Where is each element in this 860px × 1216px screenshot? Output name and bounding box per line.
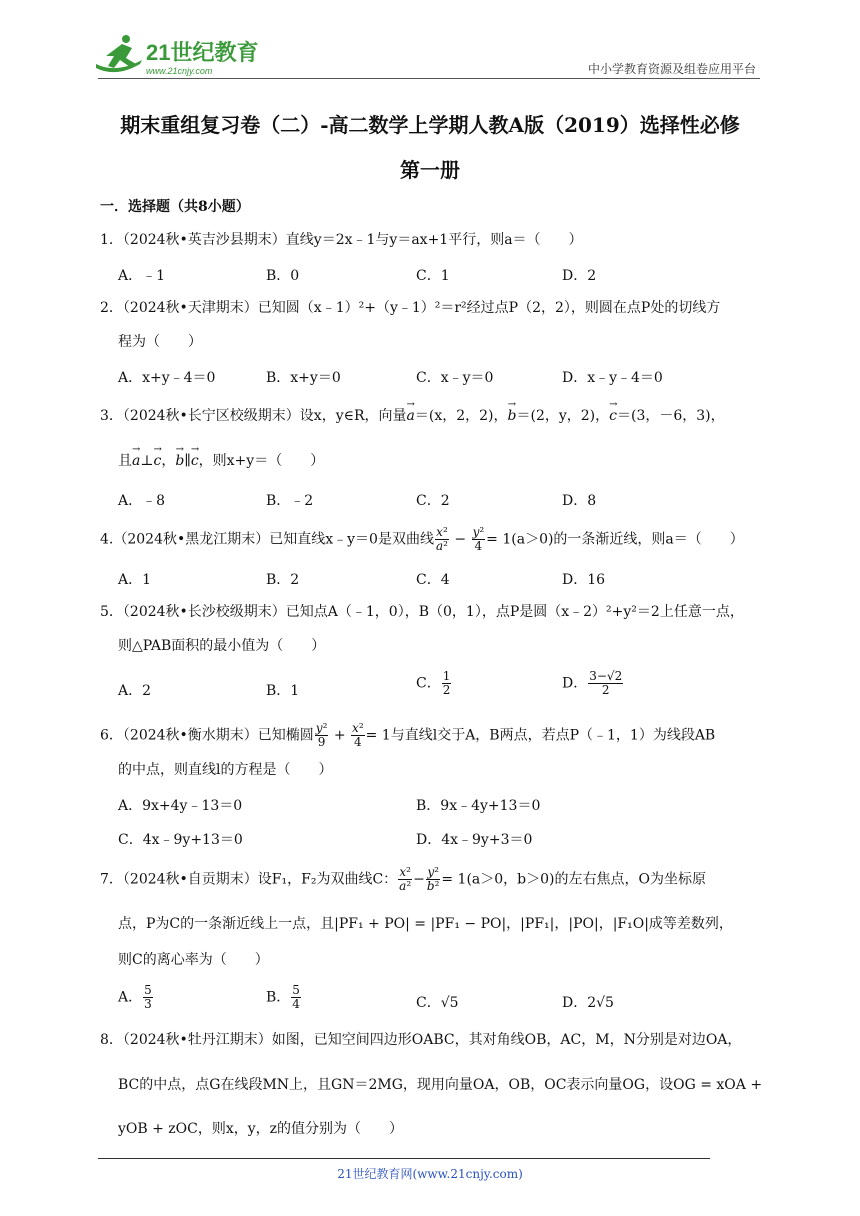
q6-tail: = 1与直线l交于A，B两点，若点P（﹣1，1）为线段AB bbox=[365, 727, 716, 744]
perp-symbol: ⊥ bbox=[140, 453, 154, 469]
q4-option-a[interactable]: A．1 bbox=[118, 572, 152, 588]
vector-c: → c bbox=[609, 406, 617, 426]
q7-prefix: 7．（2024秋•自贡期末）设F₁，F₂为双曲线C： bbox=[100, 871, 398, 888]
question-3-line1 bbox=[100, 406, 725, 426]
fraction-3-minus-sqrt2-over-2: $\frac{3-√2}{2}$ bbox=[589, 669, 623, 697]
q5-option-c-label: C． bbox=[416, 675, 441, 692]
fraction-5-3: $\frac{5}{3}$ bbox=[144, 983, 152, 1011]
logo-url: www.21cnjy.com bbox=[146, 66, 213, 76]
vector-a: → a bbox=[407, 406, 415, 426]
q1-option-d[interactable]: D．2 bbox=[562, 268, 597, 284]
q3-option-b[interactable]: B．﹣2 bbox=[266, 493, 314, 509]
q1-option-a[interactable]: A．﹣1 bbox=[118, 268, 166, 284]
q7-option-c[interactable]: C．√5 bbox=[416, 995, 459, 1011]
footer-divider bbox=[98, 1158, 710, 1159]
question-8-line3: yOB + zOC，则x，y，z的值分别为（ ） bbox=[118, 1121, 404, 1137]
fraction-x2-a2: $\frac{\text{x²}}{\text{a²}}$ bbox=[435, 525, 448, 553]
parallel-symbol: ∥ bbox=[184, 453, 191, 469]
section-heading: 一．选择题（共8小题） bbox=[100, 199, 250, 215]
q5-option-b[interactable]: B．1 bbox=[266, 683, 300, 699]
q7-option-b-label: B． bbox=[266, 989, 291, 1006]
question-5-line2: 则△PAB面积的最小值为（ ） bbox=[118, 638, 326, 654]
platform-name: 中小学教育资源及组卷应用平台 bbox=[587, 62, 756, 76]
q3-option-c[interactable]: C．2 bbox=[416, 493, 450, 509]
page-title-line1: 期末重组复习卷（二）-高二数学上学期人教A版（2019）选择性必修 bbox=[120, 113, 740, 137]
page-header bbox=[0, 0, 860, 80]
q6-option-d[interactable]: D．4x﹣9y+3＝0 bbox=[416, 832, 533, 848]
q2-option-a[interactable]: A．x+y﹣4＝0 bbox=[118, 370, 216, 386]
question-7-line3: 则C的离心率为（ ） bbox=[118, 952, 269, 968]
q7-tail: = 1(a＞0，b＞0)的左右焦点，O为坐标原 bbox=[441, 871, 706, 888]
vector-b: → b bbox=[508, 406, 517, 426]
fraction-y2-4: $\frac{\text{y²}}{4}$ bbox=[472, 525, 485, 553]
q1-option-b[interactable]: B．0 bbox=[266, 268, 300, 284]
q2-option-b[interactable]: B．x+y＝0 bbox=[266, 370, 341, 386]
q6-prefix: 6．（2024秋•衡水期末）已知椭圆 bbox=[100, 727, 314, 744]
q2-option-d[interactable]: D．x﹣y﹣4＝0 bbox=[562, 370, 663, 386]
q5-option-a[interactable]: A．2 bbox=[118, 683, 152, 699]
q6-option-c[interactable]: C．4x﹣9y+13＝0 bbox=[118, 832, 243, 848]
question-2-line1: 2．（2024秋•天津期末）已知圆（x﹣1）²+（y﹣1）²＝r²经过点P（2，2），则圆在点P处的切线方 bbox=[100, 300, 721, 316]
q7-option-a[interactable] bbox=[118, 984, 154, 1011]
vector-a: → a bbox=[132, 451, 140, 471]
question-1: 1．（2024秋•英吉沙县期末）直线y＝2x﹣1与y＝ax+1平行，则a＝（ ） bbox=[100, 232, 583, 248]
q4-option-d[interactable]: D．16 bbox=[562, 572, 606, 588]
question-7-line2: 点，P为C的一条渐近线上一点，且|PF₁ + PO| = |PF₁ − PO|，|PF₁|，|PO|，|F₁O|成等差数列， bbox=[118, 916, 733, 932]
vector-c: → c bbox=[154, 451, 162, 471]
question-4: 4.（2024秋•黑龙江期末）已知直线x﹣y＝0是双曲线 $\frac{\text{x²}}{\text{a²}}$ − $\frac{\text{y²}}{4}$ = 1(a＞0)的一条渐近线，则a＝（ ） bbox=[100, 525, 744, 553]
q6-option-a[interactable]: A．9x+4y﹣13＝0 bbox=[118, 798, 243, 814]
q2-option-c[interactable]: C．x﹣y＝0 bbox=[416, 370, 494, 386]
q7-option-b[interactable] bbox=[266, 984, 302, 1011]
q1-option-c[interactable]: C．1 bbox=[416, 268, 450, 284]
page-title-line2: 第一册 bbox=[400, 158, 460, 182]
vector-c: → c bbox=[191, 451, 199, 471]
q5-option-c[interactable] bbox=[416, 670, 452, 697]
vector-b: → b bbox=[175, 451, 184, 471]
question-6-line1: 6．（2024秋•衡水期末）已知椭圆 $\frac{\text{y²}}{9}$ + $\frac{\text{x²}}{4}$ = 1与直线l交于A，B两点，若点P（﹣1，1）为线段AB bbox=[100, 721, 716, 749]
q4-tail: = 1(a＞0)的一条渐近线，则a＝（ ） bbox=[486, 531, 744, 548]
q3-b-def: ＝(2，y，2)， bbox=[516, 408, 610, 424]
q4-prefix: 4.（2024秋•黑龙江期末）已知直线x﹣y＝0是双曲线 bbox=[100, 531, 434, 548]
q3-prefix: 3．（2024秋•长宁区校级期末）设x，y∈R，向量 bbox=[100, 408, 407, 424]
question-8-line1: 8．（2024秋•牡丹江期末）如图，已知空间四边形OABC，其对角线OB，AC，M，N分别是对边OA， bbox=[100, 1032, 742, 1048]
question-5-line1: 5．（2024秋•长沙校级期末）已知点A（﹣1，0），B（0，1），点P是圆（x﹣2）²+y²＝2上任意一点， bbox=[100, 604, 744, 620]
q7-option-a-label: A． bbox=[118, 989, 143, 1006]
q3-line2-suffix: ，则x+y＝（ ） bbox=[198, 453, 325, 469]
q3-option-d[interactable]: D．8 bbox=[562, 493, 597, 509]
q3-c-def: ＝(3，－6，3)， bbox=[616, 408, 725, 424]
q3-option-a[interactable]: A．﹣8 bbox=[118, 493, 166, 509]
fraction-5-4: $\frac{5}{4}$ bbox=[292, 983, 300, 1011]
fraction-1-2: $\frac{1}{2}$ bbox=[442, 669, 451, 697]
question-2-line2: 程为（ ） bbox=[118, 334, 202, 350]
question-8-line2: BC的中点，点G在线段MN上，且GN＝2MG，现用向量OA，OB，OC表示向量OG，设OG = xOA + bbox=[118, 1077, 763, 1093]
question-7-line1: 7．（2024秋•自贡期末）设F₁，F₂为双曲线C： $\frac{\text{x²}}{\text{a²}}$ − $\frac{\text{y²}}{\text{b²}}$ = 1(a＞0，b＞0)的左右焦点，O为坐标原 bbox=[100, 865, 706, 893]
footer-link[interactable]: 21世纪教育网(www.21cnjy.com) bbox=[337, 1167, 523, 1181]
q3-a-def: ＝(x，2，2)， bbox=[414, 408, 508, 424]
q7-option-d[interactable]: D．2√5 bbox=[562, 995, 614, 1011]
q5-option-d-label: D． bbox=[562, 675, 588, 692]
fraction-y2-9: $\frac{\text{y²}}{9}$ bbox=[315, 721, 328, 749]
q3-line2-prefix: 且 bbox=[118, 453, 132, 469]
q5-option-d[interactable] bbox=[562, 670, 624, 697]
q4-option-c[interactable]: C．4 bbox=[416, 572, 450, 588]
header-divider bbox=[98, 78, 760, 79]
question-3-line2: 且→ a⊥→ c，→ b∥→ c，则x+y＝（ ） bbox=[118, 451, 324, 471]
fraction-x2-4: $\frac{\text{x²}}{4}$ bbox=[352, 721, 364, 749]
fraction-y2-b2: $\frac{\text{y²}}{\text{b²}}$ bbox=[426, 865, 440, 893]
q4-option-b[interactable]: B．2 bbox=[266, 572, 300, 588]
question-6-line2: 的中点，则直线l的方程是（ ） bbox=[118, 762, 333, 778]
q6-option-b[interactable]: B．9x﹣4y+13＝0 bbox=[416, 798, 541, 814]
fraction-x2-a2: $\frac{\text{x²}}{\text{a²}}$ bbox=[399, 865, 412, 893]
logo-text: 21世纪教育 bbox=[146, 40, 259, 65]
site-logo bbox=[96, 34, 266, 78]
